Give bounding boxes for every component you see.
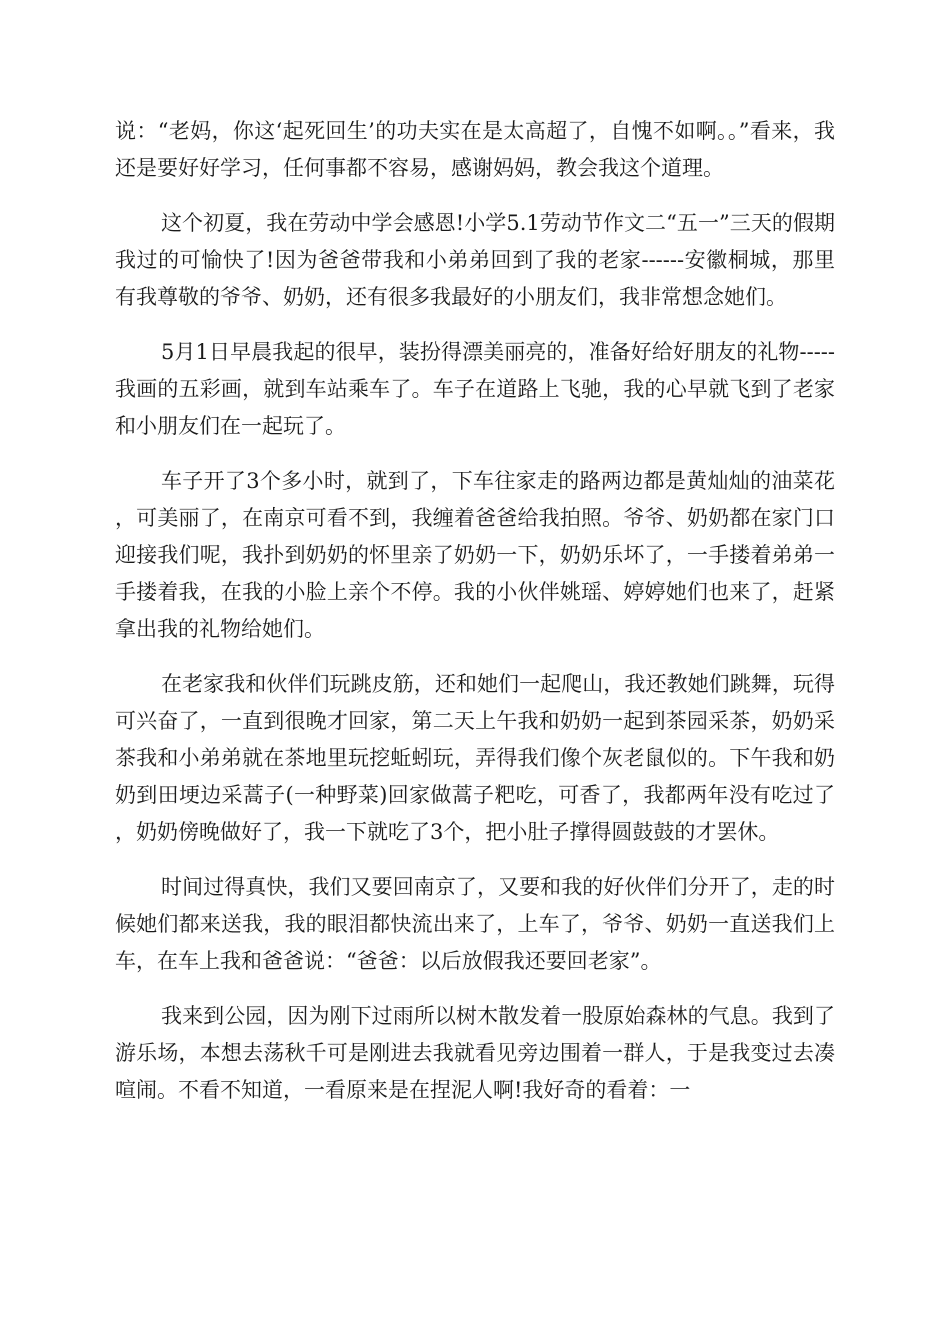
paragraph-7: 我来到公园，因为刚下过雨所以树木散发着一股原始森林的气息。我到了游乐场，本想去荡秋千可是刚进去我就看见旁边围着一群人，于是我变过去凑喧闹。不看不知道，一看原来是在捏泥人啊!我好奇的看着：一 (115, 1004, 835, 1102)
document-page (115, 113, 835, 1127)
paragraph-4: 车子开了3个多小时，就到了，下车往家走的路两边都是黄灿灿的油菜花，可美丽了，在南京可看不到，我缠着爸爸给我拍照。爷爷、奶奶都在家门口迎接我们呢，我扑到奶奶的怀里亲了奶奶一下，奶奶乐坏了，一手搂着弟弟一手搂着我，在我的小脸上亲个不停。我的小伙伴姚瑶、婷婷她们也来了，赶紧拿出我的礼物给她们。 (115, 469, 835, 641)
paragraph-6: 时间过得真快，我们又要回南京了，又要和我的好伙伴们分开了，走的时候她们都来送我，我的眼泪都快流出来了，上车了，爷爷、奶奶一直送我们上车，在车上我和爸爸说：“爸爸：以后放假我还要回老家”。 (115, 875, 835, 973)
paragraph-3: 5月1日早晨我起的很早，装扮得漂美丽亮的，准备好给好朋友的礼物-----我画的五彩画，就到车站乘车了。车子在道路上飞驰，我的心早就飞到了老家和小朋友们在一起玩了。 (115, 340, 835, 438)
paragraph-5: 在老家我和伙伴们玩跳皮筋，还和她们一起爬山，我还教她们跳舞，玩得可兴奋了，一直到很晚才回家，第二天上午我和奶奶一起到茶园采茶，奶奶采茶我和小弟弟就在茶地里玩挖蚯蚓玩，弄得我们像个灰老鼠似的。下午我和奶奶到田埂边采蒿子(一种野菜)回家做蒿子粑吃，可香了，我都两年没有吃过了，奶奶傍晚做好了，我一下就吃了3个，把小肚子撑得圆鼓鼓的才罢休。 (115, 672, 835, 844)
paragraph-2: 这个初夏，我在劳动中学会感恩!小学5.1劳动节作文二“五一”三天的假期我过的可愉快了!因为爸爸带我和小弟弟回到了我的老家------安徽桐城，那里有我尊敬的爷爷、奶奶，还有很多我最好的小朋友们，我非常想念她们。 (115, 211, 835, 309)
paragraph-1: 说：“老妈，你这‘起死回生’的功夫实在是太高超了，自愧不如啊。。”看来，我还是要好好学习，任何事都不容易，感谢妈妈，教会我这个道理。 (115, 119, 835, 180)
